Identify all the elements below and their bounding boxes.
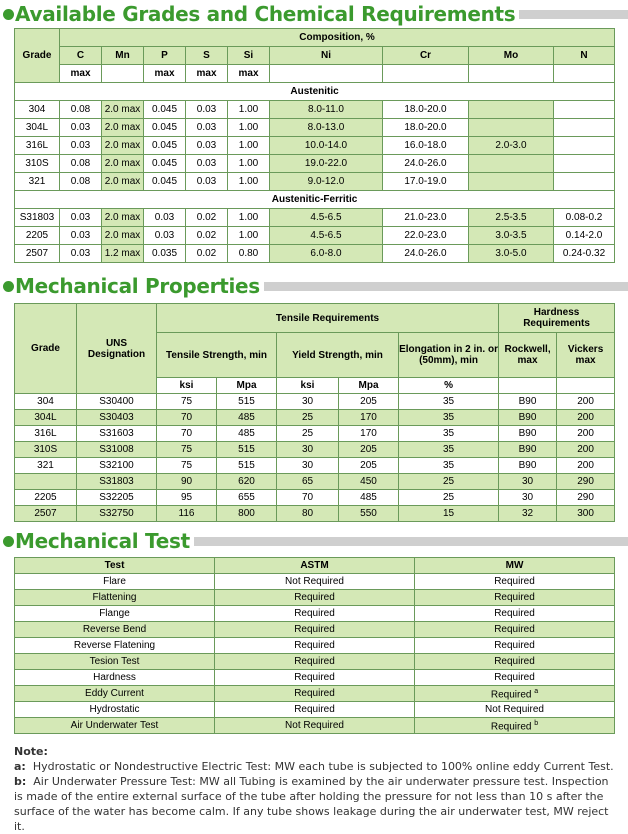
cell-mn: 2.0 max [102, 101, 144, 119]
cell-si: 1.00 [228, 227, 270, 245]
table-row [15, 173, 615, 191]
cell-si: 1.00 [228, 173, 270, 191]
element-header: Si [228, 47, 270, 65]
table-row [15, 622, 615, 638]
heading-divider [519, 10, 628, 19]
table-row [15, 426, 615, 442]
table-row [15, 458, 615, 474]
cell-grade: 310S [15, 442, 77, 458]
table-row [15, 606, 615, 622]
section-heading-mech-props [0, 272, 628, 300]
section-title: Available Grades and Chemical Requirements [15, 2, 516, 26]
cell-vk: 200 [557, 410, 615, 426]
group-header-row [15, 83, 615, 101]
cell-mo: 3.0-5.0 [469, 245, 554, 263]
cell-test: Tesion Test [15, 654, 215, 670]
cell-mw [415, 654, 615, 670]
element-header: Cr [383, 47, 469, 65]
table-row [15, 442, 615, 458]
cell-ys_ksi: 25 [277, 410, 339, 426]
cell-uns: S30403 [77, 410, 157, 426]
hardness-header: Hardness Requirements [499, 304, 615, 333]
cell-si: 1.00 [228, 209, 270, 227]
section-title: Mechanical Test [15, 529, 190, 553]
unit-cell: max [60, 65, 102, 83]
cell-uns: S32750 [77, 506, 157, 522]
cell-mo [469, 101, 554, 119]
cell-ys_mpa: 170 [339, 410, 399, 426]
element-header: Mo [469, 47, 554, 65]
table-row [15, 119, 615, 137]
cell-ni: 19.0-22.0 [270, 155, 383, 173]
cell-mn: 2.0 max [102, 155, 144, 173]
cell-ni: 8.0-13.0 [270, 119, 383, 137]
note-b-text: Air Underwater Pressure Test: MW all Tubing is examined by the air underwater pressure test. Inspection is made of the entire external surface of the tube after holding the pressure for not less than 10 s after the surface of the water has become calm. If any tube shows leakage during the air underwater test, MW reject it. [14, 775, 609, 833]
cell-ts_mpa: 800 [217, 506, 277, 522]
header-row [15, 29, 615, 47]
table-row [15, 227, 615, 245]
cell-grade: 2507 [15, 506, 77, 522]
cell-ys_ksi: 70 [277, 490, 339, 506]
table-row [15, 394, 615, 410]
cell-c: 0.03 [60, 137, 102, 155]
cell-cr: 24.0-26.0 [383, 245, 469, 263]
cell-si: 0.80 [228, 245, 270, 263]
cell-mw [415, 702, 615, 718]
cell-rw: B90 [499, 442, 557, 458]
cell-ts_ksi: 70 [157, 426, 217, 442]
cell-mw [415, 606, 615, 622]
table-row [15, 137, 615, 155]
cell-vk: 290 [557, 474, 615, 490]
cell-p: 0.03 [144, 209, 186, 227]
cell-mn: 2.0 max [102, 173, 144, 191]
cell-astm: Not Required [215, 718, 415, 734]
table-row [15, 654, 615, 670]
cell-grade: 316L [15, 426, 77, 442]
cell-test: Hardness [15, 670, 215, 686]
cell-p: 0.045 [144, 119, 186, 137]
cell-s: 0.02 [186, 245, 228, 263]
cell-ys_mpa: 170 [339, 426, 399, 442]
mw-value: Not Required [485, 704, 544, 715]
unit-cell [557, 378, 615, 394]
bullet-icon [3, 536, 14, 547]
composition-header: Composition, % [60, 29, 615, 47]
cell-vk: 200 [557, 442, 615, 458]
cell-astm: Required [215, 590, 415, 606]
element-header: S [186, 47, 228, 65]
table-row [15, 209, 615, 227]
group-header-row [15, 191, 615, 209]
notes-section [14, 744, 618, 834]
mw-value: Required [490, 689, 532, 701]
mw-header: MW [415, 558, 615, 574]
mw-value: Required [494, 656, 535, 667]
heading-divider [264, 282, 628, 291]
cell-mw [415, 670, 615, 686]
unit-cell [554, 65, 615, 83]
table-row [15, 474, 615, 490]
cell-astm: Required [215, 686, 415, 702]
table-row [15, 155, 615, 173]
cell-ys_mpa: 485 [339, 490, 399, 506]
cell-rw: 30 [499, 474, 557, 490]
cell-ni: 4.5-6.5 [270, 209, 383, 227]
footnote-marker: a [534, 688, 539, 696]
cell-ts_ksi: 95 [157, 490, 217, 506]
cell-si: 1.00 [228, 101, 270, 119]
element-header: N [554, 47, 615, 65]
element-header: Ni [270, 47, 383, 65]
cell-el: 25 [399, 490, 499, 506]
element-header-row [15, 47, 615, 65]
cell-rw: B90 [499, 394, 557, 410]
cell-n: 0.08-0.2 [554, 209, 615, 227]
cell-ni: 6.0-8.0 [270, 245, 383, 263]
section-heading-grades [0, 0, 628, 28]
cell-rw: B90 [499, 426, 557, 442]
unit-cell: Mpa [217, 378, 277, 394]
unit-cell [383, 65, 469, 83]
cell-n [554, 173, 615, 191]
cell-c: 0.08 [60, 173, 102, 191]
unit-row [15, 65, 615, 83]
cell-mw [415, 718, 615, 734]
cell-c: 0.03 [60, 245, 102, 263]
cell-rw: B90 [499, 410, 557, 426]
cell-uns: S31603 [77, 426, 157, 442]
cell-test: Reverse Bend [15, 622, 215, 638]
cell-mn: 2.0 max [102, 119, 144, 137]
cell-ys_ksi: 30 [277, 458, 339, 474]
cell-grade: 321 [15, 458, 77, 474]
cell-ys_mpa: 450 [339, 474, 399, 490]
cell-uns: S31803 [77, 474, 157, 490]
cell-ts_mpa: 515 [217, 442, 277, 458]
cell-c: 0.03 [60, 209, 102, 227]
cell-vk: 300 [557, 506, 615, 522]
cell-si: 1.00 [228, 137, 270, 155]
cell-cr: 24.0-26.0 [383, 155, 469, 173]
cell-grade: 2507 [15, 245, 60, 263]
cell-ys_mpa: 205 [339, 458, 399, 474]
cell-si: 1.00 [228, 155, 270, 173]
unit-cell: ksi [277, 378, 339, 394]
cell-cr: 18.0-20.0 [383, 101, 469, 119]
group-title: Austenitic [15, 83, 615, 101]
cell-s: 0.02 [186, 209, 228, 227]
cell-rw: 30 [499, 490, 557, 506]
cell-mo [469, 173, 554, 191]
mw-value: Required [494, 672, 535, 683]
cell-mo: 2.5-3.5 [469, 209, 554, 227]
cell-n [554, 137, 615, 155]
cell-ts_ksi: 116 [157, 506, 217, 522]
cell-s: 0.03 [186, 119, 228, 137]
cell-ts_mpa: 485 [217, 426, 277, 442]
cell-el: 35 [399, 442, 499, 458]
note-title: Note: [14, 745, 48, 758]
cell-el: 35 [399, 458, 499, 474]
mw-value: Required [494, 640, 535, 651]
cell-ys_mpa: 205 [339, 442, 399, 458]
cell-ts_ksi: 75 [157, 394, 217, 410]
cell-c: 0.03 [60, 119, 102, 137]
element-header: C [60, 47, 102, 65]
mw-value: Required [494, 576, 535, 587]
cell-test: Reverse Flatening [15, 638, 215, 654]
mw-value: Required [494, 624, 535, 635]
cell-mn: 2.0 max [102, 137, 144, 155]
cell-ts_ksi: 75 [157, 442, 217, 458]
cell-n: 0.24-0.32 [554, 245, 615, 263]
cell-s: 0.03 [186, 155, 228, 173]
tensile-header: Tensile Requirements [157, 304, 499, 333]
mw-value: Required [490, 721, 532, 733]
cell-grade: 2205 [15, 227, 60, 245]
header-row [15, 558, 615, 574]
cell-vk: 290 [557, 490, 615, 506]
cell-ts_ksi: 75 [157, 458, 217, 474]
cell-astm: Required [215, 702, 415, 718]
yield-strength-header: Yield Strength, min [277, 333, 399, 378]
cell-n [554, 101, 615, 119]
header-row [15, 304, 615, 333]
cell-c: 0.08 [60, 155, 102, 173]
cell-p: 0.045 [144, 101, 186, 119]
cell-mo: 2.0-3.0 [469, 137, 554, 155]
mw-value: Required [494, 608, 535, 619]
table-row [15, 574, 615, 590]
section-heading-mech-test [0, 527, 628, 555]
cell-si: 1.00 [228, 119, 270, 137]
cell-astm: Required [215, 654, 415, 670]
cell-ts_mpa: 485 [217, 410, 277, 426]
cell-cr: 18.0-20.0 [383, 119, 469, 137]
cell-grade: 304L [15, 119, 60, 137]
cell-s: 0.03 [186, 101, 228, 119]
cell-astm: Required [215, 606, 415, 622]
cell-cr: 16.0-18.0 [383, 137, 469, 155]
cell-vk: 200 [557, 394, 615, 410]
cell-s: 0.03 [186, 137, 228, 155]
cell-test: Flare [15, 574, 215, 590]
cell-test: Hydrostatic [15, 702, 215, 718]
cell-cr: 22.0-23.0 [383, 227, 469, 245]
cell-mw [415, 590, 615, 606]
unit-cell: ksi [157, 378, 217, 394]
cell-uns: S32100 [77, 458, 157, 474]
table-row [15, 410, 615, 426]
cell-ys_ksi: 25 [277, 426, 339, 442]
section-title: Mechanical Properties [15, 274, 260, 298]
table-row [15, 101, 615, 119]
cell-mw [415, 638, 615, 654]
cell-mo [469, 119, 554, 137]
cell-ts_mpa: 620 [217, 474, 277, 490]
cell-grade: 304 [15, 101, 60, 119]
cell-rw: 32 [499, 506, 557, 522]
unit-cell: max [186, 65, 228, 83]
cell-p: 0.035 [144, 245, 186, 263]
cell-el: 15 [399, 506, 499, 522]
cell-s: 0.03 [186, 173, 228, 191]
cell-ni: 9.0-12.0 [270, 173, 383, 191]
cell-mn: 2.0 max [102, 209, 144, 227]
cell-astm: Required [215, 638, 415, 654]
table-row [15, 702, 615, 718]
cell-uns: S32205 [77, 490, 157, 506]
cell-cr: 21.0-23.0 [383, 209, 469, 227]
element-header: Mn [102, 47, 144, 65]
cell-test: Air Underwater Test [15, 718, 215, 734]
cell-ts_mpa: 515 [217, 394, 277, 410]
table-row [15, 718, 615, 734]
footnote-marker: b [534, 720, 539, 728]
note-b [14, 774, 618, 834]
table-row [15, 638, 615, 654]
cell-ys_ksi: 80 [277, 506, 339, 522]
table-row [15, 506, 615, 522]
cell-ni: 8.0-11.0 [270, 101, 383, 119]
cell-ys_mpa: 550 [339, 506, 399, 522]
unit-cell [469, 65, 554, 83]
unit-cell [102, 65, 144, 83]
chemical-requirements-table [14, 28, 615, 263]
cell-n: 0.14-2.0 [554, 227, 615, 245]
cell-p: 0.045 [144, 137, 186, 155]
cell-uns: S30400 [77, 394, 157, 410]
mechanical-test-table [14, 557, 615, 734]
cell-el: 35 [399, 394, 499, 410]
heading-divider [194, 537, 628, 546]
cell-grade: 304L [15, 410, 77, 426]
cell-uns: S31008 [77, 442, 157, 458]
mechanical-properties-table [14, 303, 615, 522]
cell-ts_mpa: 655 [217, 490, 277, 506]
tensile-strength-header: Tensile Strength, min [157, 333, 277, 378]
astm-header: ASTM [215, 558, 415, 574]
element-header: P [144, 47, 186, 65]
note-a [14, 759, 618, 774]
note-a-label: a: [14, 760, 26, 773]
cell-mo [469, 155, 554, 173]
cell-ni: 10.0-14.0 [270, 137, 383, 155]
cell-p: 0.03 [144, 227, 186, 245]
cell-p: 0.045 [144, 155, 186, 173]
cell-cr: 17.0-19.0 [383, 173, 469, 191]
cell-mw [415, 574, 615, 590]
cell-grade: 316L [15, 137, 60, 155]
bullet-icon [3, 281, 14, 292]
cell-n [554, 155, 615, 173]
cell-astm: Required [215, 622, 415, 638]
cell-grade: 2205 [15, 490, 77, 506]
cell-rw: B90 [499, 458, 557, 474]
cell-grade: S31803 [15, 209, 60, 227]
unit-cell [499, 378, 557, 394]
unit-cell: Mpa [339, 378, 399, 394]
cell-mn: 1.2 max [102, 245, 144, 263]
bullet-icon [3, 9, 14, 20]
cell-vk: 200 [557, 458, 615, 474]
rockwell-header: Rockwell, max [499, 333, 557, 378]
cell-ts_ksi: 70 [157, 410, 217, 426]
cell-test: Eddy Current [15, 686, 215, 702]
table-row [15, 590, 615, 606]
cell-astm: Not Required [215, 574, 415, 590]
group-title: Austenitic-Ferritic [15, 191, 615, 209]
cell-p: 0.045 [144, 173, 186, 191]
cell-grade: 310S [15, 155, 60, 173]
unit-cell: % [399, 378, 499, 394]
cell-grade: 321 [15, 173, 60, 191]
cell-ys_ksi: 30 [277, 394, 339, 410]
cell-grade: 304 [15, 394, 77, 410]
cell-astm: Required [215, 670, 415, 686]
cell-ts_ksi: 90 [157, 474, 217, 490]
grade-header: Grade [15, 29, 60, 83]
vickers-header: Vickers max [557, 333, 615, 378]
note-a-text: Hydrostatic or Nondestructive Electric Test: MW each tube is subjected to 100% online eddy Current Test. [32, 760, 614, 773]
cell-mw [415, 622, 615, 638]
cell-test: Flattening [15, 590, 215, 606]
table-row [15, 490, 615, 506]
test-header: Test [15, 558, 215, 574]
cell-s: 0.02 [186, 227, 228, 245]
elongation-header: Elongation in 2 in. or (50mm), min [399, 333, 499, 378]
table-row [15, 670, 615, 686]
cell-ys_ksi: 30 [277, 442, 339, 458]
cell-c: 0.08 [60, 101, 102, 119]
cell-el: 35 [399, 410, 499, 426]
note-b-label: b: [14, 775, 27, 788]
table-row [15, 686, 615, 702]
cell-ts_mpa: 515 [217, 458, 277, 474]
table-row [15, 245, 615, 263]
unit-cell: max [144, 65, 186, 83]
cell-el: 25 [399, 474, 499, 490]
cell-test: Flange [15, 606, 215, 622]
cell-grade [15, 474, 77, 490]
unit-cell: max [228, 65, 270, 83]
cell-vk: 200 [557, 426, 615, 442]
mw-value: Required [494, 592, 535, 603]
cell-c: 0.03 [60, 227, 102, 245]
cell-mn: 2.0 max [102, 227, 144, 245]
cell-ni: 4.5-6.5 [270, 227, 383, 245]
unit-cell [270, 65, 383, 83]
cell-ys_ksi: 65 [277, 474, 339, 490]
cell-ys_mpa: 205 [339, 394, 399, 410]
grade-header: Grade [15, 304, 77, 394]
cell-n [554, 119, 615, 137]
cell-mw [415, 686, 615, 702]
cell-el: 35 [399, 426, 499, 442]
uns-header: UNS Designation [77, 304, 157, 394]
cell-mo: 3.0-3.5 [469, 227, 554, 245]
